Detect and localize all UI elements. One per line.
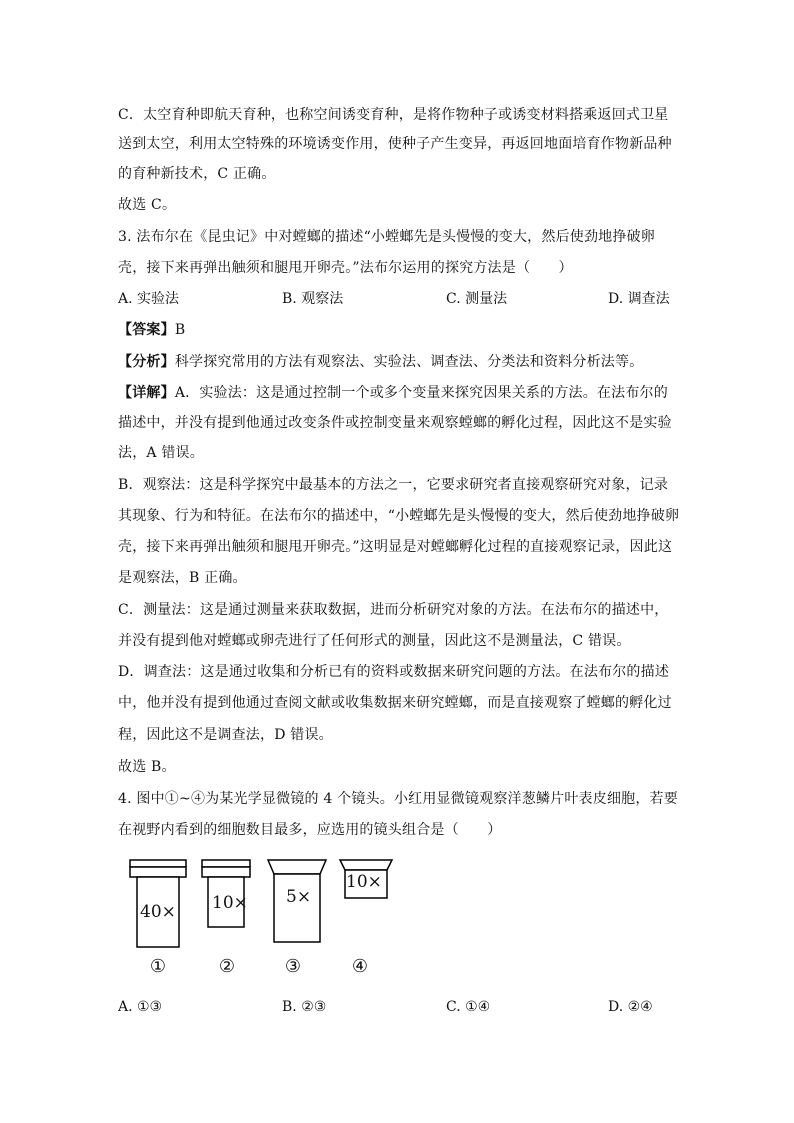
lens-label: 40×	[140, 902, 176, 922]
detail-tag: 【详解】	[118, 385, 175, 401]
option-b: B. 观察法	[282, 291, 344, 307]
answer-tag: 【答案】	[118, 322, 175, 338]
lens-label: 10×	[212, 893, 248, 913]
text-line: 的育种新技术，C 正确。	[118, 166, 276, 182]
detail-line: C．测量法：这是通过测量来获取数据，进而分析研究对象的方法。在法布尔的描述中，	[118, 602, 669, 618]
conclusion-line: 故选 C。	[118, 197, 177, 213]
answer-value: B	[174, 322, 186, 338]
analysis-line	[118, 352, 678, 372]
detail-line: 程，因此这不是调查法，D 错误。	[118, 727, 333, 743]
answer-line	[118, 320, 678, 340]
detail-line: 其现象、行为和特征。在法布尔的描述中，“小螳螂先是头慢慢的变大，然后使劲地挣破卵	[118, 508, 680, 524]
question-3-stem: 壳，接下来再弹出触须和腿甩开卵壳。”法布尔运用的探究方法是（ ）	[118, 260, 573, 276]
lens-number: ①	[149, 956, 167, 977]
lens-label: 10×	[346, 872, 382, 892]
question-4-stem: 在视野内看到的细胞数目最多，应选用的镜头组合是（ ）	[118, 822, 502, 838]
analysis-text: 科学探究常用的方法有观察法、实验法、调查法、分类法和资料分析法等。	[174, 354, 644, 370]
lens-number: ③	[284, 956, 302, 977]
option-a: A. ①③	[118, 999, 163, 1015]
lens-number: ④	[351, 956, 369, 977]
option-d: D. ②④	[608, 999, 653, 1015]
analysis-tag: 【分析】	[118, 354, 175, 370]
text-line: 送到太空，利用太空特殊的环境诱变作用，使种子产生变异，再返回地面培育作物新品种	[118, 136, 672, 152]
text-line: C．太空育种即航天育种，也称空间诱变育种，是将作物种子或诱变材料搭乘返回式卫星	[118, 107, 669, 123]
detail-line: 描述中，并没有提到他通过改变条件或控制变量来观察螳螂的孵化过程，因此这不是实验	[118, 415, 672, 431]
detail-text: A．实验法：这是通过控制一个或多个变量来探究因果关系的方法。在法布尔的	[174, 385, 668, 401]
option-d: D. 调查法	[608, 291, 670, 307]
question-3-stem: 3. 法布尔在《昆虫记》中对螳螂的描述“小螳螂先是头慢慢的变大，然后使劲地挣破卵	[118, 229, 655, 245]
detail-line: D．调查法：这是通过收集和分析已有的资料或数据来研究问题的方法。在法布尔的描述	[118, 664, 670, 680]
detail-line: 中，他并没有提到他通过查阅文献或收集数据来研究螳螂，而是直接观察了螳螂的孵化过	[118, 695, 672, 711]
detail-line: 是观察法，B 正确。	[118, 570, 247, 586]
option-b: B. ②③	[282, 999, 327, 1015]
conclusion-line: 故选 B。	[118, 759, 176, 775]
option-c: C. ①④	[446, 999, 491, 1015]
detail-line: 壳，接下来再弹出触须和腿甩开卵壳。”这明显是对螳螂孵化过程的直接观察记录，因此这	[118, 539, 673, 555]
option-a: A. 实验法	[118, 291, 180, 307]
detail-line	[118, 383, 678, 403]
detail-line: 法，A 错误。	[118, 445, 204, 461]
option-c: C. 测量法	[446, 291, 508, 307]
question-4-stem: 4. 图中①~④为某光学显微镜的 4 个镜头。小红用显微镜观察洋葱鳞片叶表皮细胞，若要	[118, 791, 678, 807]
detail-line: 并没有提到他对螳螂或卵壳进行了任何形式的测量，因此这不是测量法，C 错误。	[118, 633, 631, 649]
detail-line: B．观察法：这是科学探究中最基本的方法之一，它要求研究者直接观察研究对象，记录	[118, 477, 669, 493]
lens-number: ②	[218, 956, 236, 977]
lens-label: 5×	[286, 887, 312, 907]
